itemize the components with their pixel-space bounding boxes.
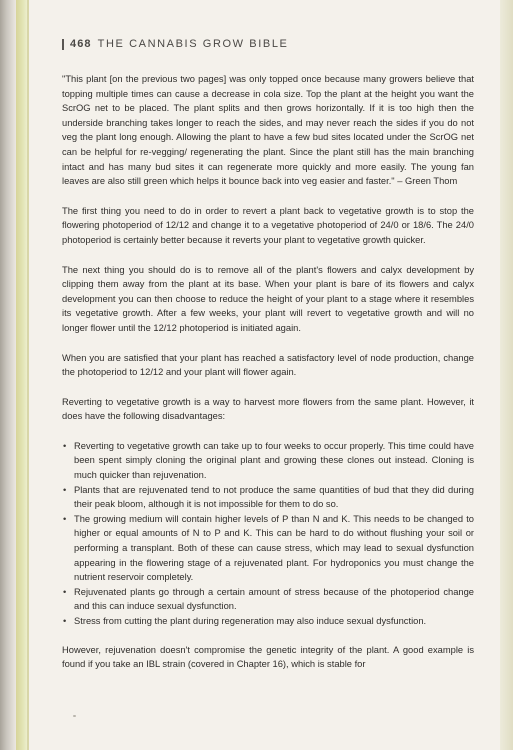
header-rule <box>62 39 64 50</box>
body-paragraph-photoperiod: The first thing you need to do in order to revert a plant back to vegetative growth is to stop the flowering photoperiod of 12/12 and change it to a vegetative photoperiod of 24/0 or 18/6. The 24/0 photoperiod is certainly better because it reverts your plant to vegetative growth quicker. <box>62 205 474 245</box>
closing-paragraph: However, rejuvenation doesn't compromise the genetic integrity of the plant. A good example is found if you take an IBL strain (covered in Chapter 16), which is stable for <box>62 644 474 670</box>
page-speck <box>73 715 76 717</box>
body-paragraph-flower-again: When you are satisfied that your plant has reached a satisfactory level of node production, change the photoperiod to 12/12 and your plant will flower again. <box>62 352 474 378</box>
page-number: 468 <box>70 38 92 50</box>
list-item: • Plants that are rejuvenated tend to not produce the same quantities of bud that they did during their peak bloom, although it is not impossible for them to do so. <box>62 483 474 512</box>
left-color-stripe <box>16 0 27 750</box>
binding-gutter <box>0 0 16 750</box>
disadvantages-list <box>62 439 474 629</box>
list-item: • The growing medium will contain higher levels of P than N and K. This needs to be changed to higher or equal amounts of N to P and K. This can be hard to do without flushing your soil or performing a transplant. Both of these can cause stress, which may lead to sexual dysfunction appearing in the flowering stage of a rejuvenated plant. For hydroponics you must change the nutrient reservoir completely. <box>62 512 474 585</box>
book-page <box>62 38 474 687</box>
list-item: • Stress from cutting the plant during regeneration may also induce sexual dysfunction. <box>62 614 474 629</box>
body-paragraph-clipping: The next thing you should do is to remove all of the plant's flowers and calyx development by clipping them away from the plant at its base. When your plant is bare of its flowers and calyx development you can then choose to reduce the height of your plant to a stage where it resembles its vegetative growth. After a few weeks, your plant will revert to vegetative growth and will no longer flower until the 12/12 photoperiod is initiated again. <box>62 264 474 333</box>
list-item: • Rejuvenated plants go through a certain amount of stress because of the photoperiod change and this can induce sexual dysfunction. <box>62 585 474 614</box>
body-paragraph-disadvantages-intro: Reverting to vegetative growth is a way to harvest more flowers from the same plant. However, it does have the following disadvantages: <box>62 396 474 422</box>
right-page-edge <box>500 0 513 750</box>
book-title: THE CANNABIS GROW BIBLE <box>97 38 289 50</box>
left-stripe-line <box>27 0 29 750</box>
quote-paragraph: "This plant [on the previous two pages] was only topped once because many growers believe that topping multiple times can cause a decrease in cola size. Top the plant at the height you want the ScrOG net to be placed. The plant splits and then grows horizontally. If it is too high then the underside branching takes longer to reach the sides, and may never reach the sides if you do not veg the plant long enough. Allowing the plant to have a few bud sites located under the ScrOG net can be helpful for re-vegging/ regenerating the plant. Since the plant still has the main branching intact and has many bud sites it can regenerate more quickly and more easily. The young fan leaves are also still green which helps it bounce back into veg easier and faster." – Green Thom <box>62 74 474 187</box>
running-head <box>62 38 474 50</box>
list-item: • Reverting to vegetative growth can take up to four weeks to occur properly. This time could have been spent simply cloning the original plant and growing these clones out instead. Cloning is much quicker than rejuvenation. <box>62 439 474 483</box>
